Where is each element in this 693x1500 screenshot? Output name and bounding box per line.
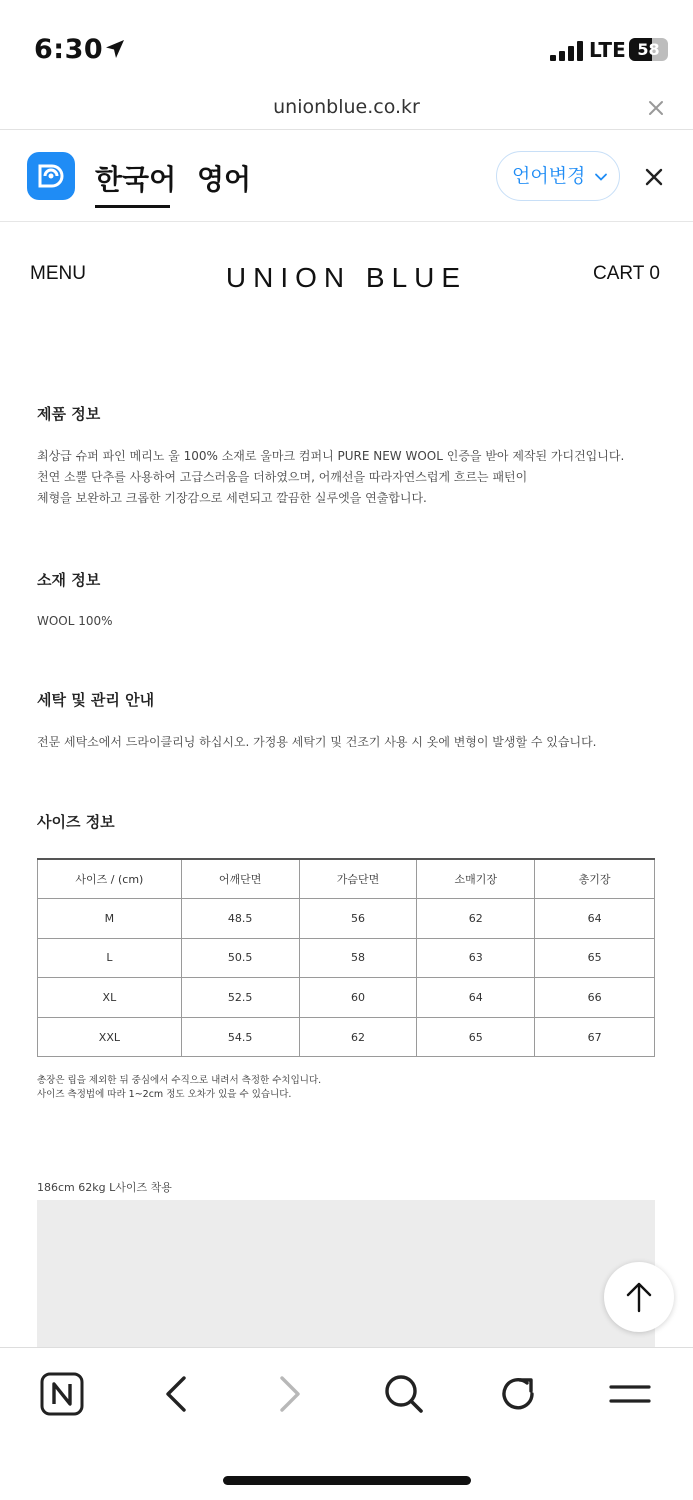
chevron-down-icon bbox=[594, 170, 608, 184]
table-cell: 50.5 bbox=[181, 938, 299, 978]
table-header-cell: 소매기장 bbox=[417, 859, 535, 899]
forward-icon[interactable] bbox=[268, 1372, 312, 1416]
care-info-title: 세탁 및 관리 안내 bbox=[37, 691, 155, 709]
table-cell: L bbox=[38, 938, 182, 978]
papago-icon[interactable] bbox=[27, 152, 75, 200]
table-cell: 64 bbox=[417, 978, 535, 1018]
table-cell: M bbox=[38, 899, 182, 939]
product-info-line: 천연 소뿔 단추를 사용하여 고급스러움을 더하였으며, 어깨선을 따라자연스럽게 흐르는 패턴이 bbox=[37, 470, 528, 484]
search-icon[interactable] bbox=[382, 1372, 426, 1416]
site-menu-link[interactable]: MENU bbox=[30, 263, 86, 284]
back-icon[interactable] bbox=[154, 1372, 198, 1416]
product-info-title: 제품 정보 bbox=[37, 405, 101, 423]
reload-icon[interactable] bbox=[496, 1372, 540, 1416]
home-indicator bbox=[223, 1476, 471, 1485]
table-row bbox=[38, 1017, 655, 1057]
table-row bbox=[38, 938, 655, 978]
product-info-text bbox=[37, 446, 624, 509]
table-cell: 60 bbox=[299, 978, 417, 1018]
product-photo bbox=[37, 1200, 655, 1350]
model-fit-text: 186cm 62kg L사이즈 착용 bbox=[37, 1181, 172, 1194]
menu-icon[interactable] bbox=[608, 1372, 652, 1416]
table-header-cell: 사이즈 / (cm) bbox=[38, 859, 182, 899]
site-logo[interactable]: UNION BLUE bbox=[225, 262, 468, 293]
table-cell: 64 bbox=[535, 899, 655, 939]
material-info-text: WOOL 100% bbox=[37, 614, 113, 628]
table-header-row bbox=[38, 859, 655, 899]
table-cell: XXL bbox=[38, 1017, 182, 1057]
table-cell: 65 bbox=[535, 938, 655, 978]
table-cell: 56 bbox=[299, 899, 417, 939]
signal-icon bbox=[550, 41, 584, 61]
naver-home-icon[interactable] bbox=[40, 1372, 84, 1416]
product-info-line: 체형을 보완하고 크롭한 기장감으로 세련되고 깔끔한 실루엣을 연출합니다. bbox=[37, 491, 427, 505]
tab-active-indicator bbox=[95, 205, 170, 208]
arrow-up-icon bbox=[625, 1281, 653, 1313]
battery-level: 58 bbox=[637, 40, 660, 59]
care-info-text: 전문 세탁소에서 드라이클리닝 하십시오. 가정용 세탁기 및 건조기 사용 시 옷에 변형이 발생할 수 있습니다. bbox=[37, 735, 597, 749]
close-icon[interactable] bbox=[644, 96, 668, 120]
table-cell: XL bbox=[38, 978, 182, 1018]
location-arrow-icon bbox=[104, 38, 126, 60]
table-cell: 65 bbox=[417, 1017, 535, 1057]
size-note-line: 총장은 립을 제외한 뒤 중심에서 수직으로 내려서 측정한 수치입니다. bbox=[37, 1075, 322, 1086]
change-language-button[interactable] bbox=[496, 151, 620, 201]
table-cell: 63 bbox=[417, 938, 535, 978]
size-note-line: 사이즈 측정법에 따라 1~2cm 정도 오차가 있을 수 있습니다. bbox=[37, 1089, 292, 1100]
close-icon[interactable] bbox=[642, 165, 666, 189]
product-info-line: 최상급 슈퍼 파인 메리노 울 100% 소재로 울마크 컴퍼니 PURE NEW WOOL 인증을 받아 제작된 가디건입니다. bbox=[37, 449, 625, 463]
size-info-title: 사이즈 정보 bbox=[37, 813, 115, 831]
table-header-cell: 가슴단면 bbox=[299, 859, 417, 899]
url-text[interactable]: unionblue.co.kr bbox=[273, 96, 420, 118]
table-cell: 48.5 bbox=[181, 899, 299, 939]
table-row bbox=[38, 899, 655, 939]
table-cell: 62 bbox=[299, 1017, 417, 1057]
size-notes bbox=[37, 1074, 321, 1102]
network-type: LTE bbox=[589, 38, 626, 62]
url-bar[interactable] bbox=[0, 92, 693, 130]
site-cart-link[interactable]: CART 0 bbox=[593, 263, 660, 284]
tab-english[interactable]: 영어 bbox=[197, 163, 252, 196]
material-info-title: 소재 정보 bbox=[37, 571, 101, 589]
tab-korean[interactable]: 한국어 bbox=[95, 163, 177, 196]
battery-icon bbox=[629, 38, 668, 61]
table-cell: 62 bbox=[417, 899, 535, 939]
table-header-cell: 총기장 bbox=[535, 859, 655, 899]
table-cell: 58 bbox=[299, 938, 417, 978]
table-cell: 54.5 bbox=[181, 1017, 299, 1057]
table-header-cell: 어깨단면 bbox=[181, 859, 299, 899]
scroll-top-button[interactable] bbox=[604, 1262, 674, 1332]
change-language-label: 언어변경 bbox=[512, 165, 586, 187]
table-row bbox=[38, 978, 655, 1018]
table-cell: 52.5 bbox=[181, 978, 299, 1018]
status-time: 6:30 bbox=[34, 34, 104, 65]
size-table bbox=[37, 858, 655, 1057]
table-cell: 67 bbox=[535, 1017, 655, 1057]
status-bar bbox=[0, 0, 693, 92]
translate-bar bbox=[0, 130, 693, 222]
table-cell: 66 bbox=[535, 978, 655, 1018]
